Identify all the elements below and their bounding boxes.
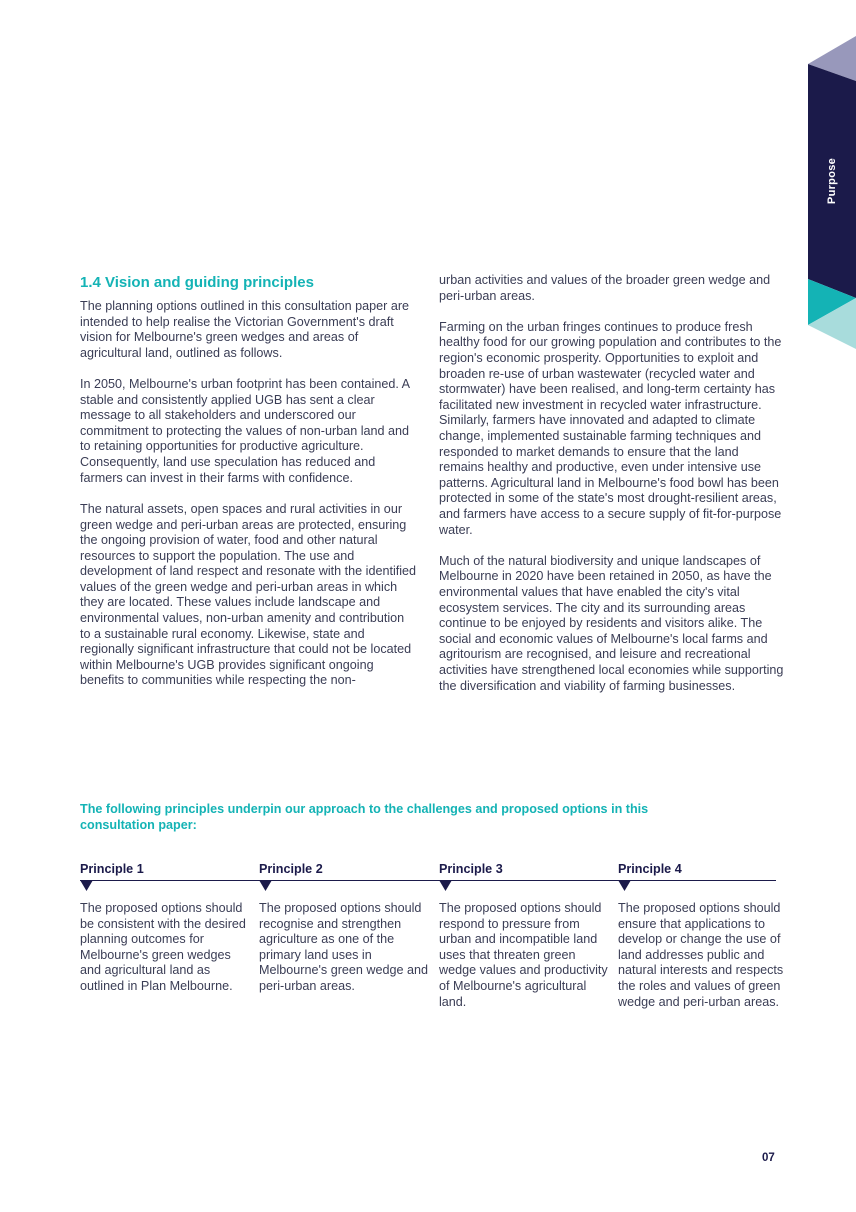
paragraph: The planning options outlined in this consultation paper are intended to help realise the Victorian Government's draft vision for Melbourne's green wedges and areas of agricultural land, outlined as follows. (80, 299, 410, 360)
left-column (80, 273, 418, 705)
paragraph: In 2050, Melbourne's urban footprint has been contained. A stable and consistently applied UGB has sent a clear message to all stakeholders and underscored our commitment to protecting the values of non-urban land and to retaining opportunities for productive agriculture. Consequently, land use speculation has reduced and farmers can invest in their farms with confidence. (80, 377, 410, 485)
principle-title: Principle 2 (259, 862, 323, 876)
paragraph: Much of the natural biodiversity and unique landscapes of Melbourne in 2020 have been retained in 2050, as have the environmental values that have enabled the city's vital ecosystem services. The city and its surrounding areas continue to be enjoyed by residents and visitors alike. The social and economic values of Melbourne's local farms and agritourism are recognised, and leisure and recreational activities have strengthened local economies while supporting the diversification and viability of farming businesses. (439, 553, 784, 693)
section-heading: 1.4 Vision and guiding principles (80, 274, 314, 291)
down-triangle-icon (259, 880, 272, 891)
down-triangle-icon (439, 880, 452, 891)
paragraph: Farming on the urban fringes continues to produce fresh healthy food for our growing population and contributes to the region's economic prosperity. Opportunities to exploit and broaden re-use of urban wastewater (recycled water and stormwater) have been realised, and long-term certainty has facilitated new investment in recycled water infrastructure. Similarly, farmers have innovated and adapted to climate change, implemented sustainable farming techniques and responded to market demands to ensure that the land remains healthy and productive, even under intensive use patterns. Agricultural land in Melbourne's food bowl has been protected in some of the state's most drought-resilient areas, and farmers have access to a secure supply of fit-for-purpose water. (439, 319, 782, 537)
principle-text: The proposed options should ensure that applications to develop or change the use of land addresses public and natural interests and respects the roles and values of green wedge and peri-urban areas. (618, 901, 784, 1009)
principle-2 (259, 861, 429, 995)
principles-intro: The following principles underpin our approach to the challenges and proposed options in this consultation paper: (80, 802, 649, 832)
principle-text: The proposed options should be consistent with the desired planning outcomes for Melbourne's green wedges and agricultural land as outlined in Plan Melbourne. (80, 901, 246, 993)
down-triangle-icon (80, 880, 93, 891)
principle-title: Principle 1 (80, 862, 144, 876)
paragraph: The natural assets, open spaces and rural activities in our green wedge and peri-urban areas are protected, ensuring the ongoing provision of water, food and other natural resources to support the population. The use and development of land respect and resonate with the identified values of the green wedge and peri-urban areas in which they are located. These values include landscape and environmental values, non-urban amenity and contribution to a sustainable rural economy. Likewise, state and regionally significant infrastructure that could not be located within Melbourne's UGB provides significant ongoing benefits to communities while respecting the non- (80, 501, 417, 688)
principle-text: The proposed options should recognise and strengthen agriculture as one of the primary land uses in Melbourne's green wedge and peri-urban areas. (259, 901, 429, 993)
down-triangle-icon (618, 880, 631, 891)
principle-1 (80, 861, 250, 995)
principle-3 (439, 861, 609, 1010)
paragraph: urban activities and values of the broader green wedge and peri-urban areas. (439, 273, 771, 303)
principle-title: Principle 3 (439, 862, 503, 876)
principle-4 (618, 861, 788, 1010)
right-column (439, 273, 784, 710)
principle-text: The proposed options should respond to pressure from urban and incompatible land uses that threaten green wedge values and productivity of Melbourne's agricultural land. (439, 901, 608, 1009)
side-tab-label: Purpose (826, 157, 838, 205)
page-number: 07 (762, 1152, 775, 1164)
principle-title: Principle 4 (618, 862, 682, 876)
